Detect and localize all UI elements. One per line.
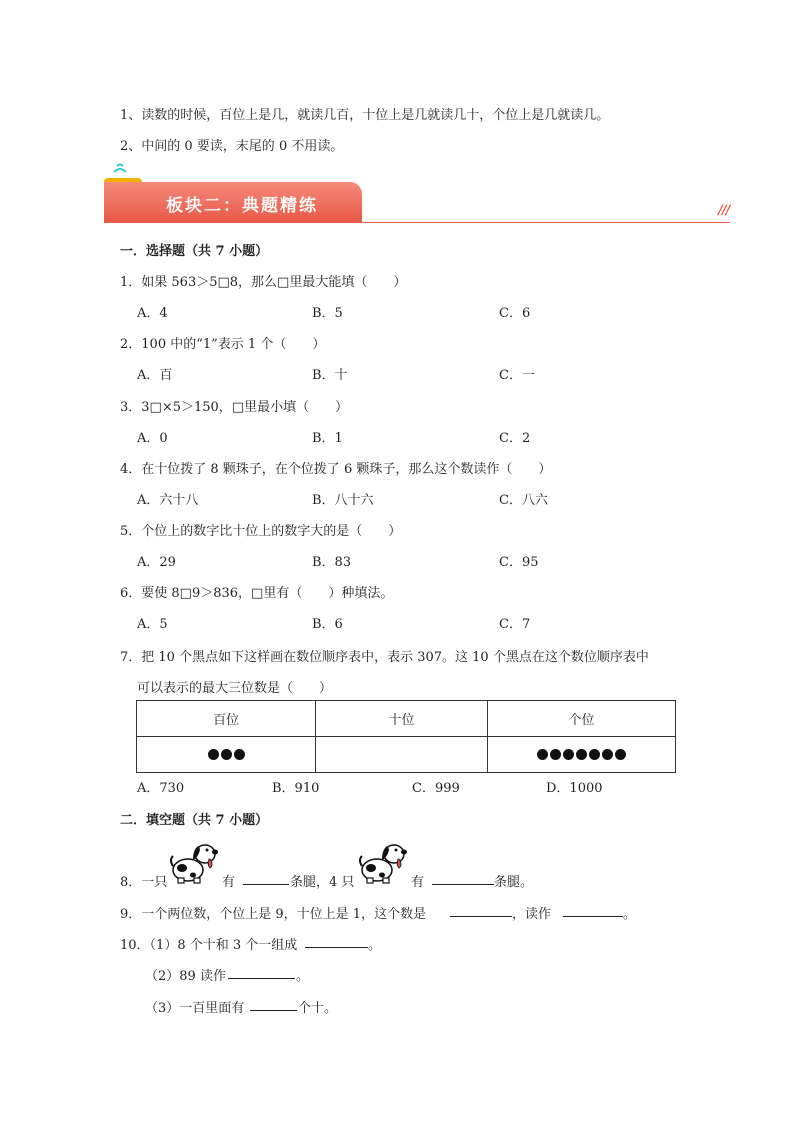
question-1-stem: 1．如果 563＞5□8，那么□里最大能填（ ）: [120, 275, 407, 290]
bead-dot: [208, 749, 219, 760]
question-1-option-c: C．6: [499, 306, 531, 321]
banner-title: 板块二：典题精练: [166, 196, 318, 216]
place-value-header-ones: 个位: [488, 701, 676, 737]
bead-dot: [550, 749, 561, 760]
bead-dot: [221, 749, 232, 760]
question-10-part-3: （3）一百里面有: [145, 1001, 245, 1016]
question-3-option-a: A．0: [137, 431, 168, 446]
question-7-option-d: D．1000: [546, 781, 603, 796]
question-9-blank-2[interactable]: [563, 903, 623, 917]
question-6-option-a: A．5: [137, 617, 168, 632]
bead-dot: [576, 749, 587, 760]
place-value-header-tens: 十位: [316, 701, 488, 737]
question-8-part-3: 条腿，4 只: [290, 875, 355, 890]
question-5-option-a: A．29: [137, 555, 176, 570]
question-7-option-b: B．910: [272, 781, 320, 796]
question-10-blank-3[interactable]: [250, 997, 297, 1011]
question-9-blank-1[interactable]: [450, 903, 512, 917]
question-8-blank-1[interactable]: [243, 871, 289, 885]
bead-dot: [234, 749, 245, 760]
question-6-option-b: B．6: [312, 617, 343, 632]
section-heading-fill: 二．填空题（共 7 小题）: [120, 813, 269, 828]
question-9-part-1: 9．一个两位数，个位上是 9，十位上是 1，这个数是: [120, 907, 427, 922]
question-4-stem: 4．在十位拨了 8 颗珠子，在个位拨了 6 颗珠子，那么这个数读作（ ）: [120, 462, 552, 477]
question-6-option-c: C．7: [499, 617, 531, 632]
question-1-option-a: A．4: [137, 306, 168, 321]
question-5-option-b: B．83: [312, 555, 352, 570]
question-6-stem: 6．要使 8□9＞836，□里有（ ）种填法。: [120, 586, 394, 601]
question-2-option-c: C．一: [499, 368, 535, 383]
question-5-stem: 5．个位上的数字比十位上的数字大的是（ ）: [120, 524, 402, 539]
question-4-option-c: C．八六: [499, 493, 548, 508]
question-8-part-4: 有: [411, 875, 425, 890]
question-10-part-2: （2）89 读作: [145, 969, 226, 984]
question-2-option-a: A．百: [137, 368, 173, 383]
question-8-part-1: 8．一只: [120, 875, 168, 890]
question-7-stem-line-2: 可以表示的最大三位数是（ ）: [137, 681, 333, 696]
dog-icon: [357, 838, 411, 884]
question-7-option-c: C．999: [412, 781, 460, 796]
question-10-blank-1[interactable]: [305, 934, 368, 948]
question-1-option-b: B．5: [312, 306, 343, 321]
banner-slashes: ///: [718, 203, 730, 218]
question-8-blank-2[interactable]: [432, 871, 494, 885]
question-4-option-b: B．八十六: [312, 493, 374, 508]
section-heading-choice: 一．选择题（共 7 小题）: [120, 244, 269, 259]
question-2-option-b: B．十: [312, 368, 348, 383]
bead-dot: [537, 749, 548, 760]
bead-dot: [589, 749, 600, 760]
place-value-dots-tens: [316, 737, 488, 773]
question-10-blank-2[interactable]: [228, 965, 295, 979]
question-7-stem-line-1: 7．把 10 个黑点如下这样画在数位顺序表中，表示 307。这 10 个黑点在这个数位顺序表中: [120, 650, 649, 665]
dog-icon: [168, 838, 222, 884]
question-8-part-5: 条腿。: [494, 875, 534, 890]
bead-dot: [615, 749, 626, 760]
question-10-part-1-end: 。: [368, 938, 382, 953]
banner-divider: [104, 222, 730, 223]
bead-dot: [602, 749, 613, 760]
place-value-dots-hundreds: [137, 737, 316, 773]
question-2-stem: 2．100 中的“1”表示 1 个（ ）: [120, 337, 326, 352]
question-3-stem: 3．3□×5＞150，□里最小填（ ）: [120, 400, 349, 415]
question-8-part-2: 有: [222, 875, 236, 890]
question-9-part-2: ，读作: [512, 907, 552, 922]
place-value-header-hundreds: 百位: [137, 701, 316, 737]
question-9-part-3: 。: [623, 907, 637, 922]
question-10-part-1: 10．（1）8 个十和 3 个一组成: [120, 938, 298, 953]
question-5-option-c: C．95: [499, 555, 539, 570]
intro-line-1: 1、读数的时候，百位上是几，就读几百，十位上是几就读几十，个位上是几就读几。: [120, 108, 610, 123]
question-7-option-a: A．730: [137, 781, 185, 796]
question-4-option-a: A．六十八: [137, 493, 199, 508]
place-value-table: [136, 700, 676, 773]
intro-line-2: 2、中间的 0 要读，末尾的 0 不用读。: [120, 139, 344, 154]
question-10-part-3-end: 个十。: [298, 1001, 338, 1016]
bead-dot: [563, 749, 574, 760]
question-10-part-2-end: 。: [296, 969, 310, 984]
question-3-option-c: C．2: [499, 431, 531, 446]
place-value-dots-ones: [488, 737, 676, 773]
question-3-option-b: B．1: [312, 431, 343, 446]
